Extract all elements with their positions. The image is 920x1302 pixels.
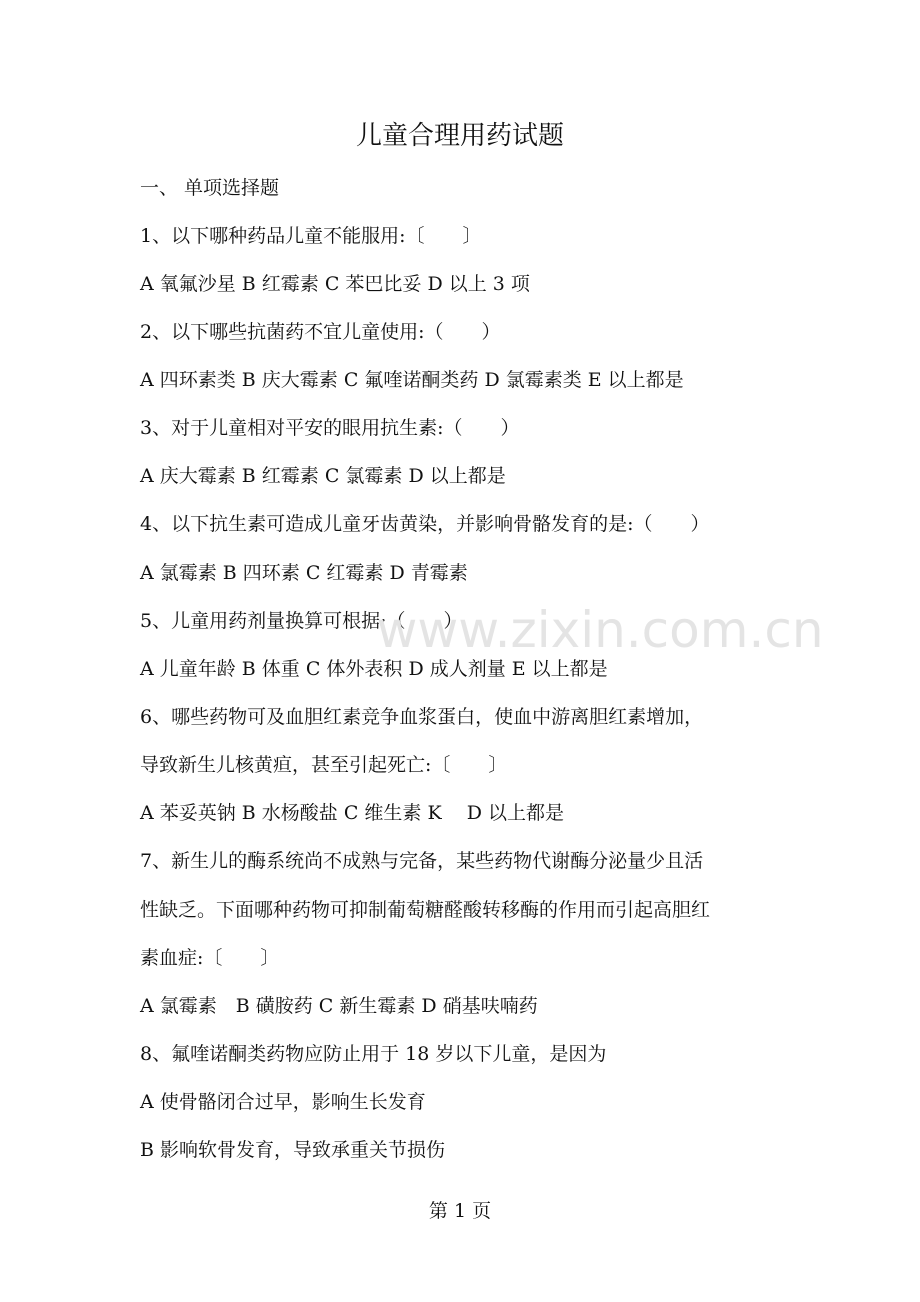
section-heading: 一、 单项选择题: [140, 177, 280, 199]
option-8-a: A 使骨骼闭合过早，影响生长发育: [140, 1091, 426, 1113]
question-2: 2、以下哪些抗菌药不宜儿童使用:（ ）: [140, 321, 501, 343]
document-title: 儿童合理用药试题: [355, 121, 564, 151]
options-5: A 儿童年龄 B 体重 C 体外表积 D 成人剂量 E 以上都是: [140, 658, 608, 680]
question-6-line-2: 导致新生儿核黄疸，甚至引起死亡:〔 〕: [140, 754, 508, 776]
question-4: 4、以下抗生素可造成儿童牙齿黄染，并影响骨骼发育的是:（ ）: [140, 513, 710, 535]
option-8-b: B 影响软骨发育，导致承重关节损伤: [140, 1139, 446, 1161]
question-6-line-1: 6、哪些药物可及血胆红素竞争血浆蛋白，使血中游离胆红素增加，: [140, 706, 704, 728]
options-7: A 氯霉素 B 磺胺药 C 新生霉素 D 硝基呋喃药: [140, 995, 538, 1017]
question-7-line-3: 素血症:〔 〕: [140, 947, 280, 969]
question-1: 1、以下哪种药品儿童不能服用:〔 〕: [140, 225, 482, 247]
options-1: A 氧氟沙星 B 红霉素 C 苯巴比妥 D 以上 3 项: [140, 273, 530, 295]
question-7-line-2: 性缺乏。下面哪种药物可抑制葡萄糖醛酸转移酶的作用而引起高胆红: [140, 899, 711, 921]
question-3: 3、对于儿童相对平安的眼用抗生素:（ ）: [140, 417, 520, 439]
question-5: 5、儿童用药剂量换算可根据:（ ）: [140, 610, 463, 632]
question-7-line-1: 7、新生儿的酶系统尚不成熟与完备，某些药物代谢酶分泌量少且活: [140, 850, 704, 872]
options-4: A 氯霉素 B 四环素 C 红霉素 D 青霉素: [140, 562, 468, 584]
options-6: A 苯妥英钠 B 水杨酸盐 C 维生素 K D 以上都是: [140, 802, 564, 824]
page-number: 第 1 页: [428, 1200, 492, 1222]
watermark: www.zixin.com.cn: [376, 601, 824, 659]
options-2: A 四环素类 B 庆大霉素 C 氟喹诺酮类药 D 氯霉素类 E 以上都是: [140, 369, 684, 391]
options-3: A 庆大霉素 B 红霉素 C 氯霉素 D 以上都是: [140, 465, 506, 487]
question-8: 8、氟喹诺酮类药物应防止用于 18 岁以下儿童，是因为: [140, 1043, 607, 1065]
